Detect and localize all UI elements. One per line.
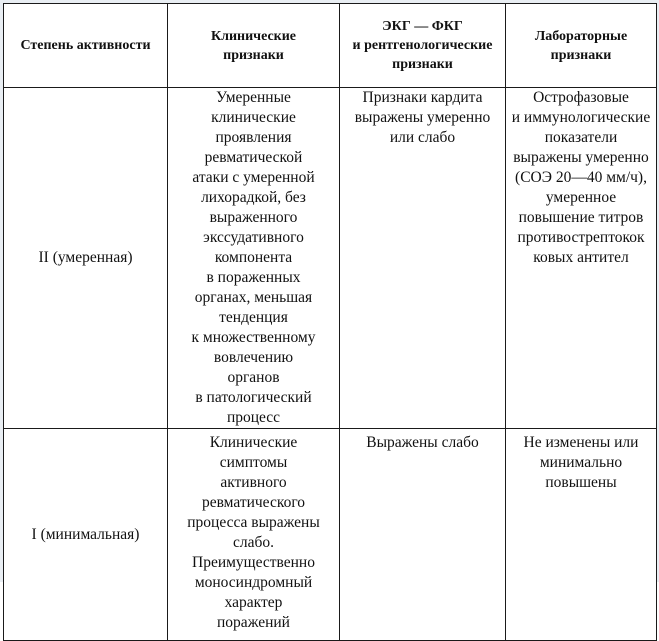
cell-text-line: Не изменены или bbox=[523, 434, 639, 451]
cell-text-line: тенденция bbox=[219, 309, 288, 326]
cell-text-line: минимально bbox=[539, 454, 623, 471]
table-row bbox=[4, 429, 657, 641]
cell-text-line: Умеренные bbox=[216, 89, 291, 106]
row-degree: I (минимальная) bbox=[4, 429, 168, 641]
row-ecg bbox=[340, 88, 506, 429]
cell-text-line: Клинические bbox=[209, 434, 298, 451]
cell-text-line: выраженного bbox=[209, 209, 298, 226]
header-ecg bbox=[340, 4, 506, 88]
cell-text-line: Признаки кардита bbox=[362, 89, 483, 106]
cell-text-line: показатели bbox=[544, 129, 618, 146]
cell-text-line: моносиндромный bbox=[194, 574, 313, 591]
table-row bbox=[4, 88, 657, 429]
header-lab bbox=[506, 4, 657, 88]
cell-text-line: или слабо bbox=[389, 129, 456, 146]
cell-text-line: к множественному bbox=[191, 329, 316, 346]
cell-text-line: выражены умеренно bbox=[354, 109, 491, 126]
cell-text-line: в патологический bbox=[195, 389, 312, 406]
cell-text-line: признаки bbox=[550, 47, 612, 63]
cell-text-line: ревматического bbox=[201, 494, 306, 511]
cell-text-line: экссудативного bbox=[203, 229, 304, 246]
row-lab bbox=[506, 88, 657, 429]
cell-text-line: Степень активности bbox=[20, 38, 151, 53]
cell-text-line: ковых антител bbox=[533, 249, 629, 266]
cell-text-line: и иммунологические bbox=[511, 109, 651, 126]
cell-text-line: лихорадкой, без bbox=[201, 189, 306, 206]
cell-text-line: и рентгенологические bbox=[352, 38, 493, 53]
cell-text-line: поражений bbox=[217, 614, 290, 631]
cell-text-line: вовлечению bbox=[213, 349, 294, 366]
cell-text-line: слабо. bbox=[232, 534, 274, 551]
cell-text-line: Выражены слабо bbox=[366, 434, 479, 451]
cell-text-line: Преимущественно bbox=[192, 554, 315, 571]
cell-text-line: органах, меньшая bbox=[194, 289, 313, 306]
cell-text-line: проявления bbox=[215, 129, 292, 146]
cell-text-line: характер bbox=[224, 594, 283, 611]
cell-text-line: Клинические bbox=[210, 28, 297, 44]
cell-text-line: ревматической bbox=[204, 149, 303, 166]
header-row bbox=[4, 4, 657, 88]
cell-text-line: Лабораторные bbox=[534, 28, 628, 44]
cell-text-line: симптомы bbox=[219, 454, 288, 471]
cell-text-line: процесс bbox=[226, 409, 281, 426]
cell-text-line: умеренное bbox=[545, 189, 617, 206]
cell-text-line: (СОЭ 20—40 мм/ч), bbox=[515, 169, 647, 186]
row-clinical bbox=[168, 88, 340, 429]
row-lab bbox=[506, 429, 657, 641]
cell-text-line: ЭКГ — ФКГ bbox=[382, 19, 463, 34]
cell-text-line: процесса выражены bbox=[187, 514, 320, 531]
cell-text-line: признаки bbox=[392, 57, 453, 72]
cell-text-line: признаки bbox=[223, 47, 284, 63]
cell-text-line: органов bbox=[227, 369, 280, 386]
cell-text-line: выражены умеренно bbox=[513, 149, 649, 166]
cell-text-line: в пораженных bbox=[206, 269, 301, 286]
cell-text-line: клинические bbox=[211, 109, 296, 126]
cell-text-line: компонента bbox=[214, 249, 293, 266]
row-degree: II (умеренная) bbox=[4, 88, 168, 429]
header-degree bbox=[4, 4, 168, 88]
row-ecg bbox=[340, 429, 506, 641]
header-clinical bbox=[168, 4, 340, 88]
cell-text-line: Острофазовые bbox=[533, 89, 629, 106]
cell-text-line: повышены bbox=[545, 474, 617, 491]
activity-degree-table bbox=[3, 3, 657, 641]
cell-text-line: повышение титров bbox=[518, 209, 644, 226]
cell-text-line: активного bbox=[220, 474, 287, 491]
row-clinical bbox=[168, 429, 340, 641]
cell-text-line: атаки с умеренной bbox=[192, 169, 315, 186]
cell-text-line: противострептокок bbox=[517, 229, 645, 246]
